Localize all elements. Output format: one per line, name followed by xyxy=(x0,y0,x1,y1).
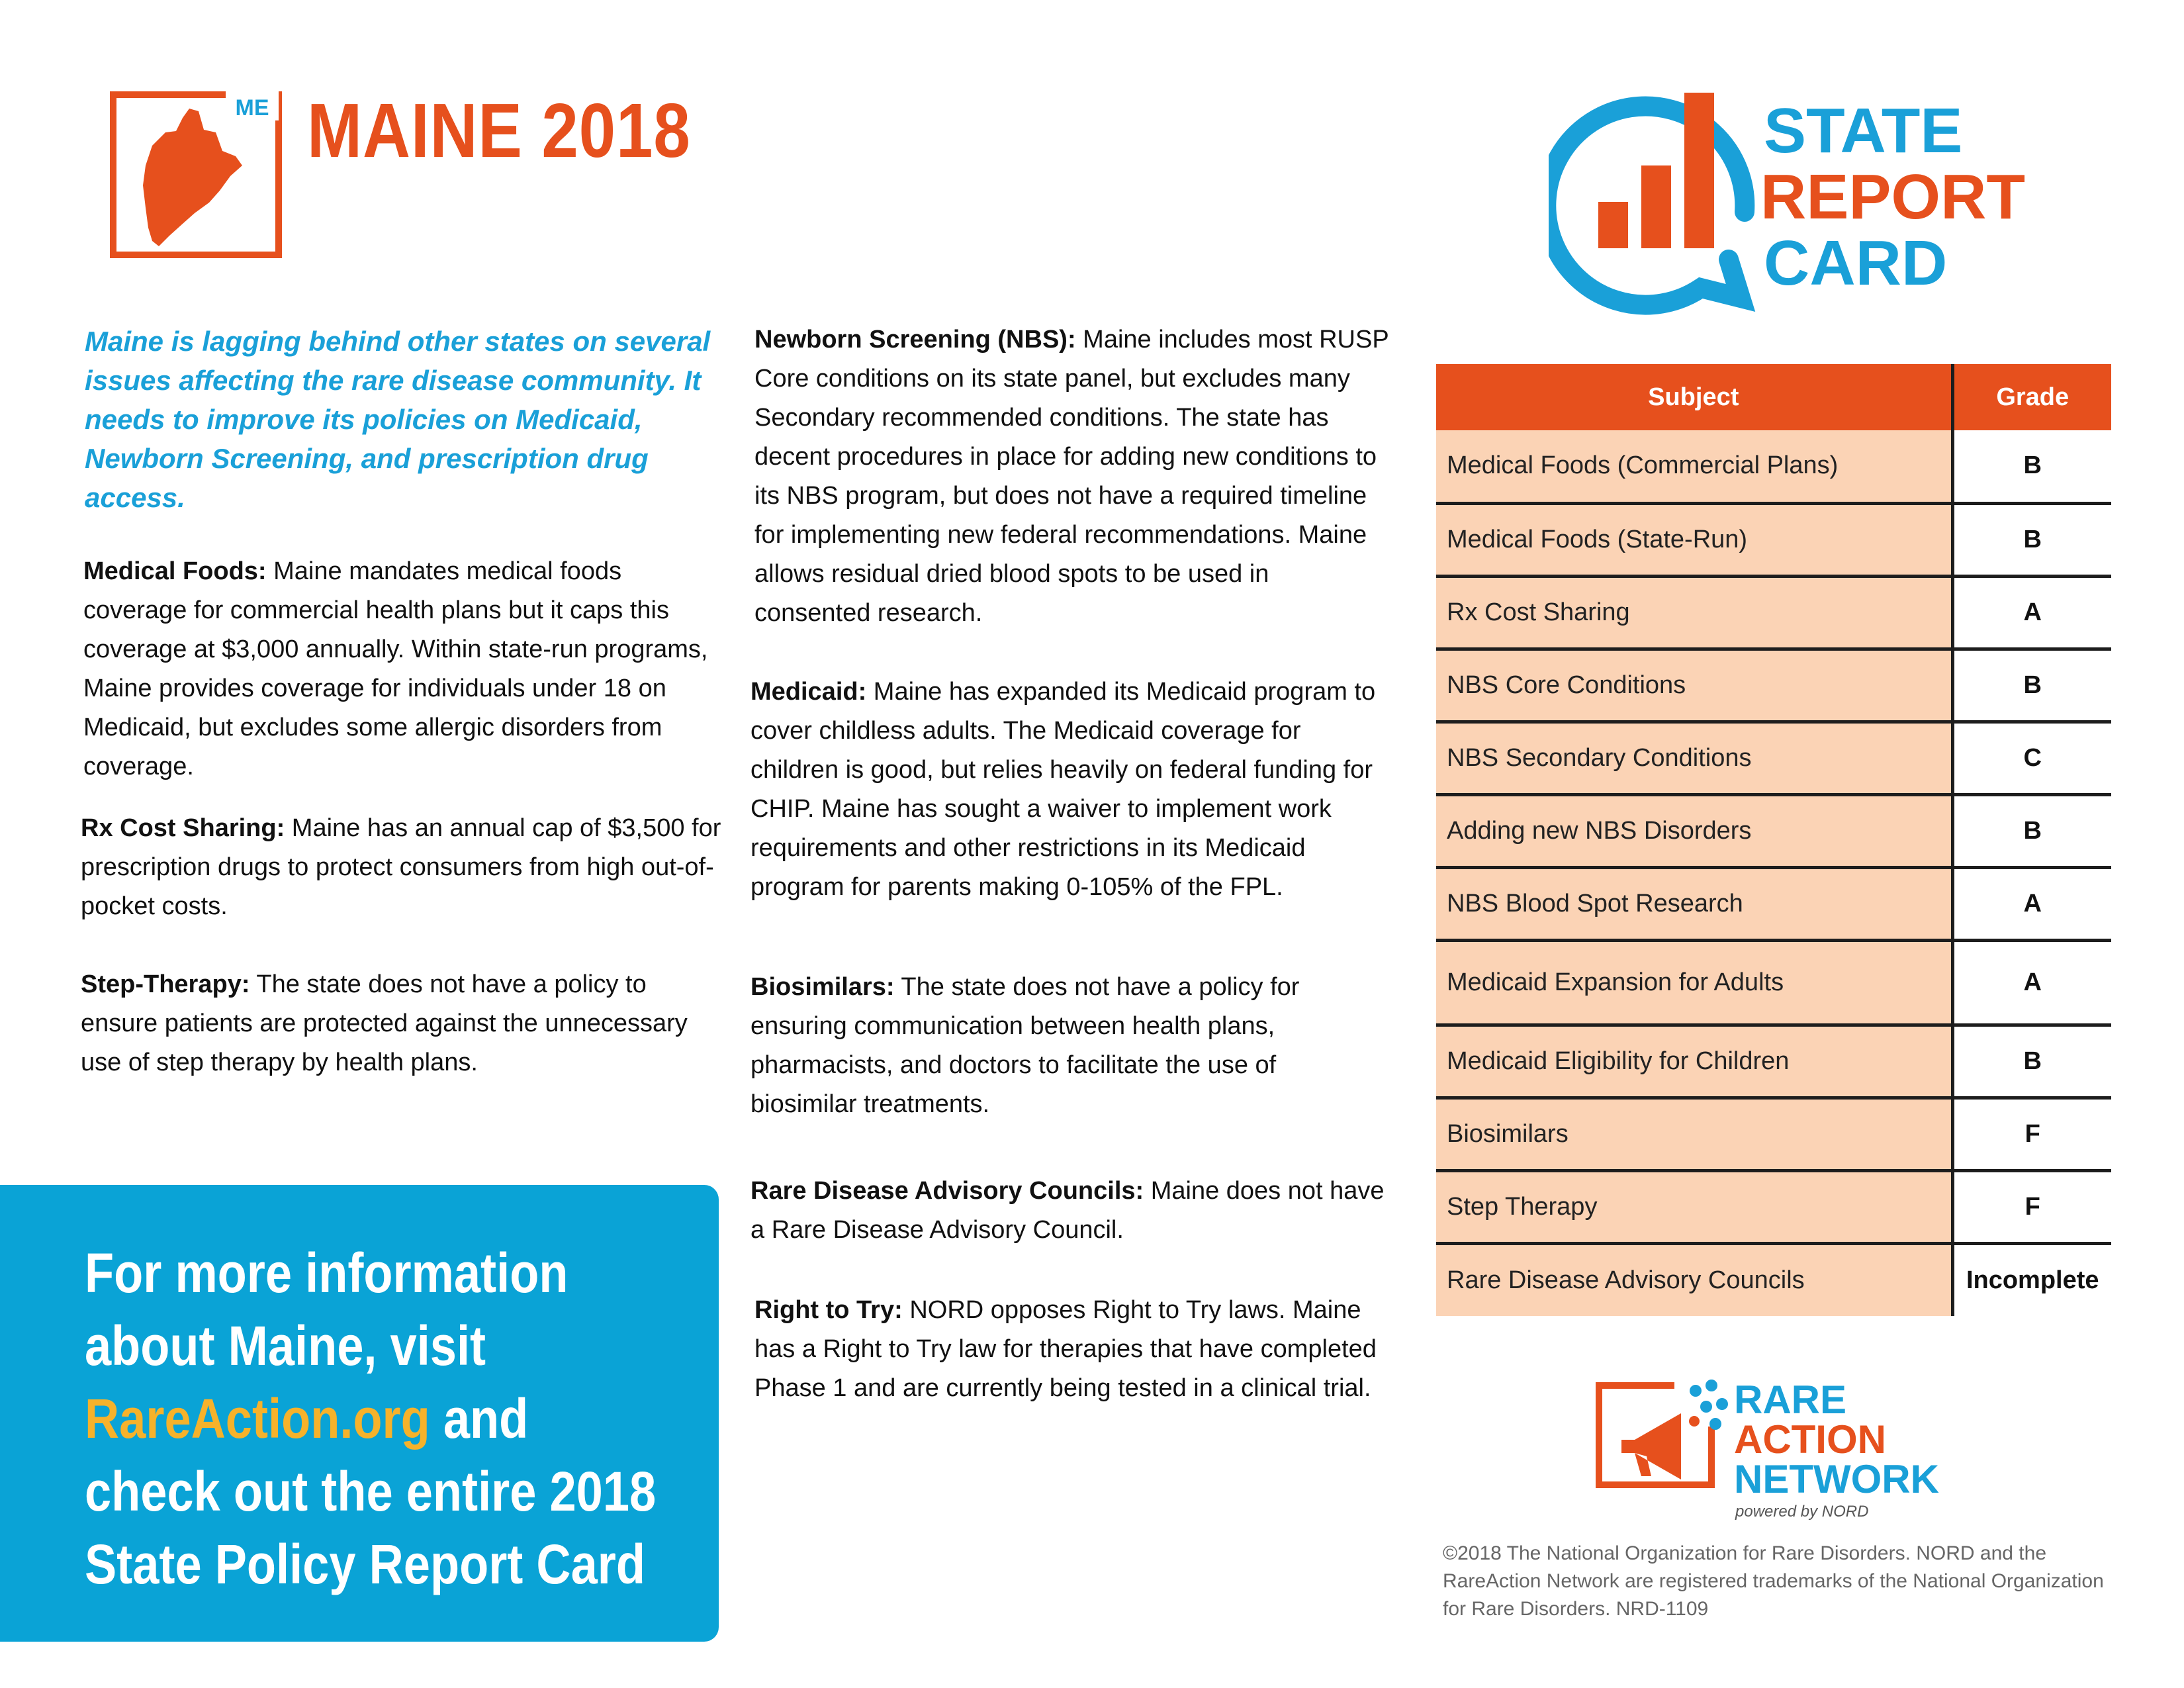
table-row xyxy=(1436,1025,2111,1098)
subject-cell: Medicaid Expansion for Adults xyxy=(1436,940,1952,1025)
subject-cell: Medical Foods (State-Run) xyxy=(1436,503,1952,576)
ran-word-network: NETWORK xyxy=(1734,1457,1939,1501)
section-text: The state does not have a policy to ensure patients are protected against the unnecessary use of step therapy by health plans. xyxy=(81,970,688,1076)
grade-cell: A xyxy=(1952,940,2111,1025)
grade-cell: F xyxy=(1952,1098,2111,1170)
grades-table xyxy=(1436,364,2111,1316)
section-title: Medical Foods: xyxy=(83,557,267,585)
grade-cell: Incomplete xyxy=(1952,1243,2111,1316)
state-report-card-logo xyxy=(1549,86,2078,318)
table-row xyxy=(1436,794,2111,867)
table-row xyxy=(1436,1170,2111,1243)
more-info-text-part2: and check out the entire 2018 State Policy Report Card xyxy=(85,1387,657,1595)
section-title: Step-Therapy: xyxy=(81,970,250,998)
table-row xyxy=(1436,576,2111,649)
ran-word-action: ACTION xyxy=(1734,1417,1886,1462)
subject-cell: Medicaid Eligibility for Children xyxy=(1436,1025,1952,1098)
section-title: Rare Disease Advisory Councils: xyxy=(751,1177,1144,1205)
intro-summary: Maine is lagging behind other states on several issues affecting the rare disease community. It needs to improve its policies on Medicaid, Newborn Screening, and prescription drug access. xyxy=(85,326,711,513)
copyright-notice: ©2018 The National Organization for Rare Disorders. NORD and the RareAction Network are registered trademarks of the National Organization for Rare Disorders. NRD-1109 xyxy=(1443,1542,2104,1620)
section-right-to-try xyxy=(754,1291,1390,1408)
section-title: Medicaid: xyxy=(751,678,867,706)
table-row xyxy=(1436,1243,2111,1316)
section-biosimilars xyxy=(751,968,1386,1124)
subject-cell: Rare Disease Advisory Councils xyxy=(1436,1243,1952,1316)
section-medicaid xyxy=(751,673,1386,907)
ran-tagline: powered by NORD xyxy=(1735,1503,1869,1521)
logo-bar-1 xyxy=(1598,202,1628,248)
logo-bar-3 xyxy=(1684,93,1714,248)
column-header-grade: Grade xyxy=(1952,364,2111,430)
more-info-text xyxy=(85,1237,665,1601)
logo-word-report: REPORT xyxy=(1760,162,2026,232)
maine-map-shape xyxy=(143,109,242,246)
rare-action-network-logo xyxy=(1595,1367,2005,1526)
grade-cell: B xyxy=(1952,794,2111,867)
table-row xyxy=(1436,867,2111,940)
table-row xyxy=(1436,1098,2111,1170)
page-title: MAINE 2018 xyxy=(307,87,691,173)
section-title: Newborn Screening (NBS): xyxy=(754,326,1076,353)
grade-cell: B xyxy=(1952,649,2111,722)
section-medical-foods xyxy=(83,552,719,786)
grade-cell: B xyxy=(1952,430,2111,503)
subject-cell: Biosimilars xyxy=(1436,1098,1952,1170)
section-text: Maine includes most RUSP Core conditions on its state panel, but excludes many Secondary recommended conditions. The state has decent procedures in place for adding new conditions to its NBS program, but does not have a required timeline for implementing new federal recommendations. Maine allows residual dried blood spots to be used in consented research. xyxy=(754,326,1388,627)
megaphone-icon xyxy=(1621,1413,1681,1479)
section-text: Maine does not have a Rare Disease Advisory Council. xyxy=(751,1177,1385,1244)
logo-word-state: STATE xyxy=(1764,95,1963,166)
table-row xyxy=(1436,940,2111,1025)
section-rx-cost-sharing xyxy=(81,809,729,926)
grade-cell: C xyxy=(1952,722,2111,794)
grade-cell: A xyxy=(1952,867,2111,940)
column-header-subject: Subject xyxy=(1436,364,1952,430)
subject-cell: NBS Blood Spot Research xyxy=(1436,867,1952,940)
section-step-therapy xyxy=(81,965,729,1082)
section-title: Rx Cost Sharing: xyxy=(81,814,285,842)
subject-cell: NBS Secondary Conditions xyxy=(1436,722,1952,794)
section-text: The state does not have a policy for ensuring communication between health plans, pharmacists, and doctors to facilitate the use of biosimilar treatments. xyxy=(751,973,1300,1118)
grade-cell: A xyxy=(1952,576,2111,649)
more-info-text-part1: For more information about Maine, visit xyxy=(85,1242,569,1377)
subject-cell: NBS Core Conditions xyxy=(1436,649,1952,722)
logo-word-card: CARD xyxy=(1764,228,1948,299)
section-rare-disease-councils xyxy=(751,1172,1386,1250)
ran-word-rare: RARE xyxy=(1734,1378,1847,1422)
table-header-row xyxy=(1436,364,2111,430)
rareaction-link[interactable]: RareAction.org xyxy=(85,1387,430,1450)
maine-state-icon xyxy=(110,91,282,258)
subject-cell: Medical Foods (Commercial Plans) xyxy=(1436,430,1952,503)
table-row xyxy=(1436,430,2111,503)
section-title: Right to Try: xyxy=(754,1296,903,1324)
logo-bar-2 xyxy=(1641,165,1671,248)
subject-cell: Step Therapy xyxy=(1436,1170,1952,1243)
section-title: Biosimilars: xyxy=(751,973,895,1001)
grade-cell: B xyxy=(1952,1025,2111,1098)
section-text: Maine mandates medical foods coverage for commercial health plans but it caps this coverage at $3,000 annually. Within state-run programs, Maine provides coverage for individuals under 18 on Medicaid, but excludes some allergic disorders from coverage. xyxy=(83,557,708,780)
table-row xyxy=(1436,503,2111,576)
subject-cell: Adding new NBS Disorders xyxy=(1436,794,1952,867)
section-text: Maine has expanded its Medicaid program to cover childless adults. The Medicaid coverage for children is good, but relies heavily on federal funding for CHIP. Maine has sought a waiver to implement work requirements and other restrictions in its Medicaid program for parents making 0-105% of the FPL. xyxy=(751,678,1376,901)
section-newborn-screening xyxy=(754,320,1390,633)
state-abbr: ME xyxy=(235,95,269,120)
section-text: Maine has an annual cap of $3,500 for prescription drugs to protect consumers from high out-of-pocket costs. xyxy=(81,814,721,920)
grade-cell: B xyxy=(1952,503,2111,576)
grade-cell: F xyxy=(1952,1170,2111,1243)
table-row xyxy=(1436,722,2111,794)
subject-cell: Rx Cost Sharing xyxy=(1436,576,1952,649)
section-text: NORD opposes Right to Try laws. Maine has a Right to Try law for therapies that have completed Phase 1 and are currently being tested in a clinical trial. xyxy=(754,1296,1377,1402)
table-row xyxy=(1436,649,2111,722)
